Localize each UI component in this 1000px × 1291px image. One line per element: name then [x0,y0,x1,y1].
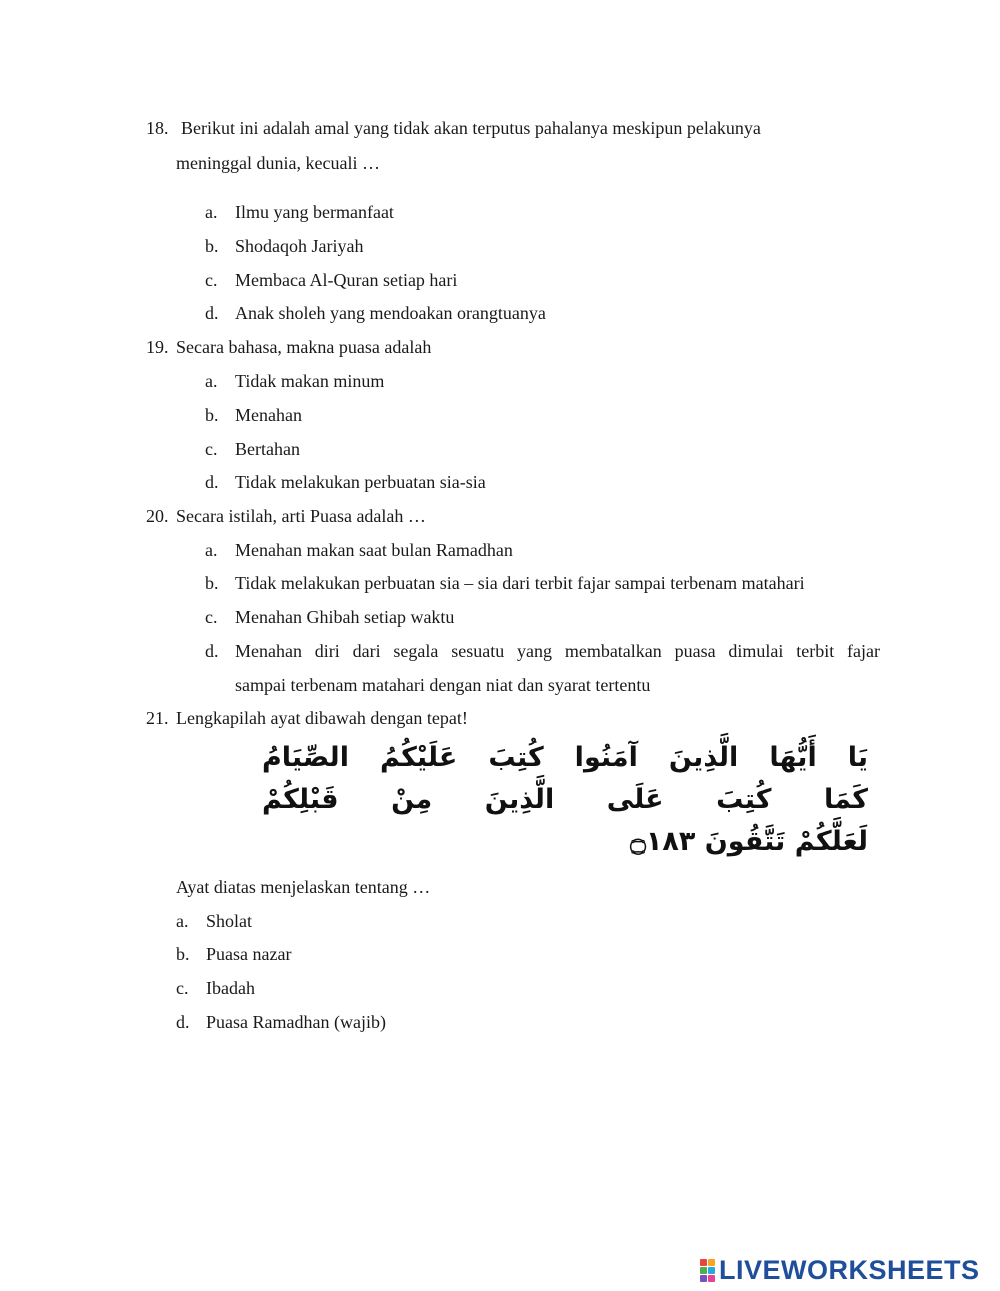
verse-line-3: لَعَلَّكُمْ تَتَّقُونَ ۝١٨٣ [630,826,868,857]
option-letter: a. [205,540,218,560]
verse-line-2: كَمَا كُتِبَ عَلَى الَّذِينَ مِنْ قَبْلِكُمْ [262,784,868,815]
option-text: Puasa nazar [206,944,292,964]
option-text: Menahan Ghibah setiap waktu [235,607,455,627]
option-text: Tidak makan minum [235,371,385,391]
question-21-prompt: Ayat diatas menjelaskan tentang … [176,877,431,897]
question-18-text: Berikut ini adalah amal yang tidak akan terputus pahalanya meskipun pelakunya [181,118,761,138]
option-text: Anak sholeh yang mendoakan orangtuanya [235,303,546,323]
option-text: Ibadah [206,978,255,998]
option-letter: b. [205,236,219,256]
option-letter: b. [205,405,219,425]
logo-text: LIVEWORKSHEETS [719,1254,980,1285]
quran-verse-image [262,740,868,860]
option-text: Menahan [235,405,302,425]
option-letter: a. [205,371,218,391]
option-text-cont: sampai terbenam matahari dengan niat dan syarat tertentu [235,675,651,695]
option-text: Tidak melakukan perbuatan sia – sia dari terbit fajar sampai terbenam matahari [235,573,805,593]
option-letter: c. [205,607,218,627]
question-19-number: 19. [146,337,169,357]
question-20-number: 20. [146,506,169,526]
question-21-text: Lengkapilah ayat dibawah dengan tepat! [176,708,468,728]
verse-line-1: يَا أَيُّهَا الَّذِينَ آمَنُوا كُتِبَ عَلَيْكُمُ الصِّيَامُ [262,742,868,773]
question-18-text-cont: meninggal dunia, kecuali … [176,153,380,173]
option-text: Bertahan [235,439,300,459]
question-18-number: 18. [146,118,169,138]
option-letter: b. [205,573,219,593]
option-letter: d. [205,303,219,323]
option-letter: c. [176,978,189,998]
option-text: Menahan diri dari segala sesuatu yang membatalkan puasa dimulai terbit fajar [235,641,880,661]
option-text: Sholat [206,911,253,931]
option-letter: d. [205,472,219,492]
option-letter: a. [205,202,218,222]
option-text: Ilmu yang bermanfaat [235,202,394,222]
option-letter: a. [176,911,189,931]
option-letter: c. [205,439,218,459]
option-text: Membaca Al-Quran setiap hari [235,270,458,290]
option-text: Puasa Ramadhan (wajib) [206,1012,386,1032]
logo-mark-icon [700,1259,715,1282]
question-20-text: Secara istilah, arti Puasa adalah … [176,506,426,526]
option-text: Menahan makan saat bulan Ramadhan [235,540,513,560]
option-letter: c. [205,270,218,290]
option-text: Tidak melakukan perbuatan sia-sia [235,472,486,492]
option-text: Shodaqoh Jariyah [235,236,364,256]
question-19-text: Secara bahasa, makna puasa adalah [176,337,432,357]
option-letter: d. [176,1012,190,1032]
option-letter: b. [176,944,190,964]
option-letter: d. [205,641,219,661]
liveworksheets-logo [700,1255,980,1285]
question-21-number: 21. [146,708,169,728]
